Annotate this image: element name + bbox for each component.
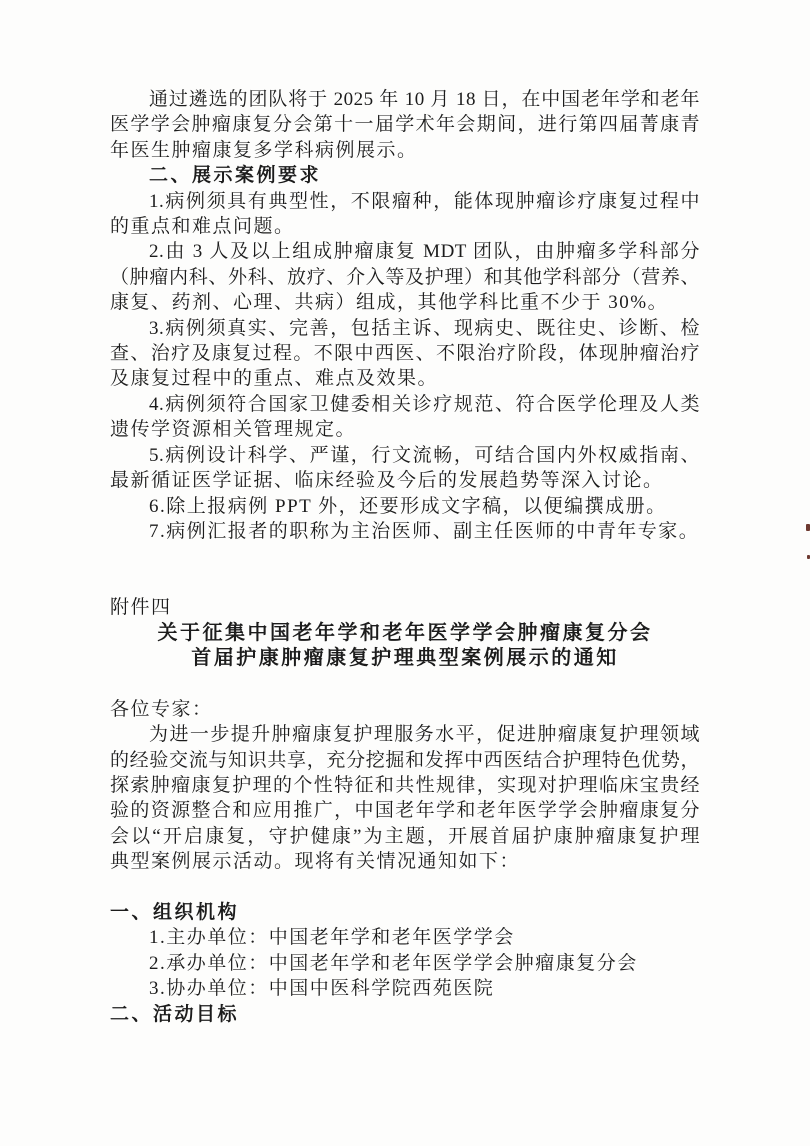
organizer-line: 1.主办单位：中国老年学和老年医学学会: [149, 927, 515, 949]
notice-body-line: 为进一步提升肿瘤康复护理服务水平，促进肿瘤康复护理领域: [149, 724, 700, 746]
requirement-item-line: 6.除上报病例 PPT 外，还要形成文字稿，以便编撰成册。: [149, 495, 667, 517]
requirement-item-line: 7.病例汇报者的职称为主治医师、副主任医师的中青年专家。: [149, 520, 700, 542]
red-edge-mark: [806, 524, 810, 531]
requirement-item-line: 最新循证医学证据、临床经验及今后的发展趋势等深入讨论。: [110, 470, 664, 492]
requirement-item-line: 3.病例须真实、完善，包括主诉、现病史、既往史、诊断、检: [149, 317, 700, 339]
requirement-item-line: 1.病例须具有典型性，不限瘤种，能体现肿瘤诊疗康复过程中: [149, 190, 700, 212]
organizer-line: 3.协办单位：中国中医科学院西苑医院: [149, 978, 495, 1000]
notice-body-line: 典型案例展示活动。现将有关情况通知如下：: [110, 851, 521, 873]
requirement-item-line: 4.病例须符合国家卫健委相关诊疗规范、符合医学伦理及人类: [149, 393, 700, 415]
notice-body-line: 会以“开启康复，守护健康”为主题，开展首届护康肿瘤康复护理: [110, 825, 700, 847]
requirement-item-line: 康复、药剂、心理、共病）组成，其他学科比重不少于 30%。: [110, 292, 669, 314]
requirement-item-line: 2.由 3 人及以上组成肿瘤康复 MDT 团队，由肿瘤多学科部分: [149, 241, 700, 263]
intro-line: 年医生肿瘤康复多学科病例展示。: [110, 139, 418, 161]
case-requirements-heading: 二、展示案例要求: [149, 165, 322, 187]
notice-body-line: 验的资源整合和应用推广，中国老年学和老年医学学会肿瘤康复分: [110, 800, 700, 822]
requirement-item-line: 及康复过程中的重点、难点及效果。: [110, 368, 439, 390]
notice-body-line: 的经验交流与知识共享，充分挖掘和发挥中西医结合护理特色优势，: [110, 749, 700, 771]
attachment-label: 附件四: [110, 597, 172, 619]
document-content: [110, 87, 700, 1027]
notice-body-line: 探索肿瘤康复护理的个性特征和共性规律，实现对护理临床宝贵经: [110, 774, 700, 796]
intro-line: 通过遴选的团队将于 2025 年 10 月 18 日，在中国老年学和老年: [149, 89, 700, 110]
salutation: 各位专家：: [110, 698, 213, 720]
requirement-item-line: （肿瘤内科、外科、放疗、介入等及护理）和其他学科部分（营养、: [110, 266, 700, 288]
goals-section-heading: 二、活动目标: [110, 1003, 240, 1025]
intro-line: 医学学会肿瘤康复分会第十一届学术年会期间，进行第四届菁康青: [110, 114, 700, 136]
requirement-item-line: 遗传学资源相关管理规定。: [110, 419, 357, 441]
organizer-line: 2.承办单位：中国老年学和老年医学学会肿瘤康复分会: [149, 952, 638, 974]
requirement-item-line: 的重点和难点问题。: [110, 216, 295, 238]
notice-title-line-2: 首届护康肿瘤康复护理典型案例展示的通知: [191, 646, 619, 669]
organization-section-heading: 一、组织机构: [110, 901, 240, 923]
requirement-item-line: 5.病例设计科学、严谨，行文流畅，可结合国内外权威指南、: [149, 444, 700, 466]
notice-title-line-1: 关于征集中国老年学和老年医学学会肿瘤康复分会: [157, 621, 653, 644]
requirement-item-line: 查、治疗及康复过程。不限中西医、不限治疗阶段，体现肿瘤治疗: [110, 343, 700, 365]
